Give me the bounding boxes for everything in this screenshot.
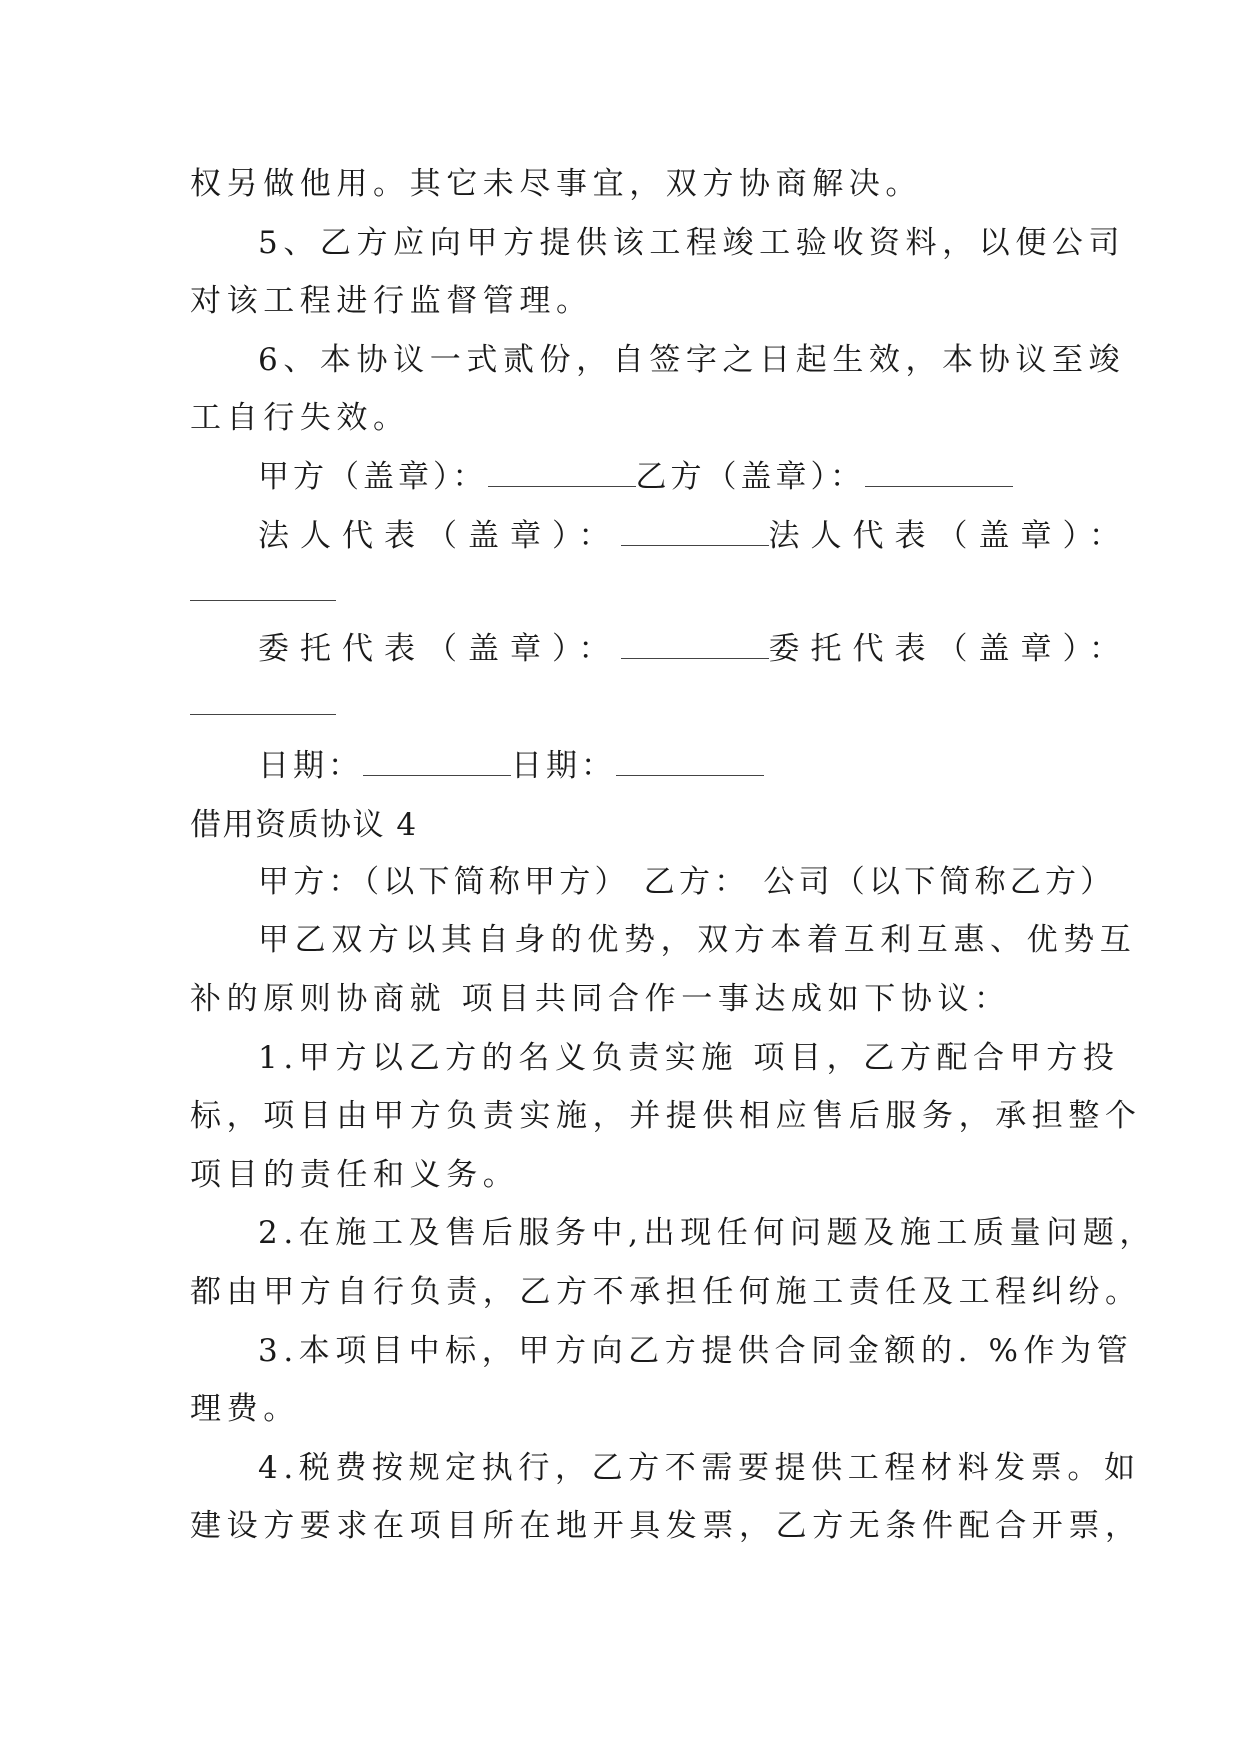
date-b-blank	[616, 747, 764, 776]
legal-rep-a-blank	[621, 517, 769, 546]
section-title: 借用资质协议 4	[190, 807, 418, 843]
party-a-seal-blank	[488, 458, 636, 487]
agent-rep-row	[258, 629, 1138, 669]
item-1-line-1: 1.甲方以乙方的名义负责实施 项目，乙方配合甲方投	[258, 1040, 1120, 1076]
item-1-line-3: 项目的责任和义务。	[190, 1157, 520, 1193]
item-2-line-1: 2.在施工及售后服务中,出现任何问题及施工质量问题，	[258, 1215, 1157, 1251]
agent-rep-a-label: 委托代表（盖章）：	[258, 631, 621, 667]
clause-5-line-1: 5、乙方应向甲方提供该工程竣工验收资料，以便公司	[258, 225, 1126, 261]
intro-line-2: 补的原则协商就 项目共同合作一事达成如下协议：	[190, 981, 1011, 1017]
clause-6-line-2: 工自行失效。	[190, 400, 410, 436]
legal-rep-b-label: 法人代表（盖章）：	[768, 518, 1131, 554]
legal-rep-a-label: 法人代表（盖章）：	[258, 518, 621, 554]
item-3-line-2: 理费。	[190, 1391, 300, 1427]
date-a-label: 日期：	[258, 748, 363, 784]
item-4-line-1: 4.税费按规定执行，乙方不需要提供工程材料发票。如	[258, 1450, 1141, 1486]
item-1-line-2: 标，项目由甲方负责实施，并提供相应售后服务，承担整个	[190, 1098, 1142, 1134]
party-b-seal-blank	[865, 458, 1013, 487]
agent-rep-b-label: 委托代表（盖章）：	[768, 631, 1131, 667]
party-a-seal-label: 甲方（盖章）：	[258, 459, 488, 495]
item-2-line-2: 都由甲方自行负责，乙方不承担任何施工责任及工程纠纷。	[190, 1274, 1142, 1310]
parties-line: 甲方：（以下简称甲方） 乙方： 公司（以下简称乙方）	[258, 864, 1116, 900]
paragraph-line: 权另做他用。其它未尽事宜，双方协商解决。	[190, 166, 922, 202]
date-a-blank	[363, 747, 511, 776]
clause-5-line-2: 对该工程进行监督管理。	[190, 283, 593, 319]
party-b-seal-label: 乙方（盖章）：	[635, 459, 865, 495]
seal-row	[258, 457, 1138, 497]
clause-6-line-1: 6、本协议一式贰份，自签字之日起生效，本协议至竣	[258, 342, 1126, 378]
legal-rep-row	[258, 516, 1138, 556]
item-3-line-1: 3.本项目中标，甲方向乙方提供合同金额的. %作为管	[258, 1333, 1134, 1369]
legal-rep-b-blank	[190, 600, 336, 601]
date-row	[258, 746, 1138, 786]
agent-rep-a-blank	[621, 630, 769, 659]
intro-line-1: 甲乙双方以其自身的优势，双方本着互利互惠、优势互	[258, 922, 1137, 958]
date-b-label: 日期：	[511, 748, 616, 784]
item-4-line-2: 建设方要求在项目所在地开具发票，乙方无条件配合开票，	[190, 1508, 1142, 1544]
agent-rep-b-blank	[190, 714, 336, 715]
